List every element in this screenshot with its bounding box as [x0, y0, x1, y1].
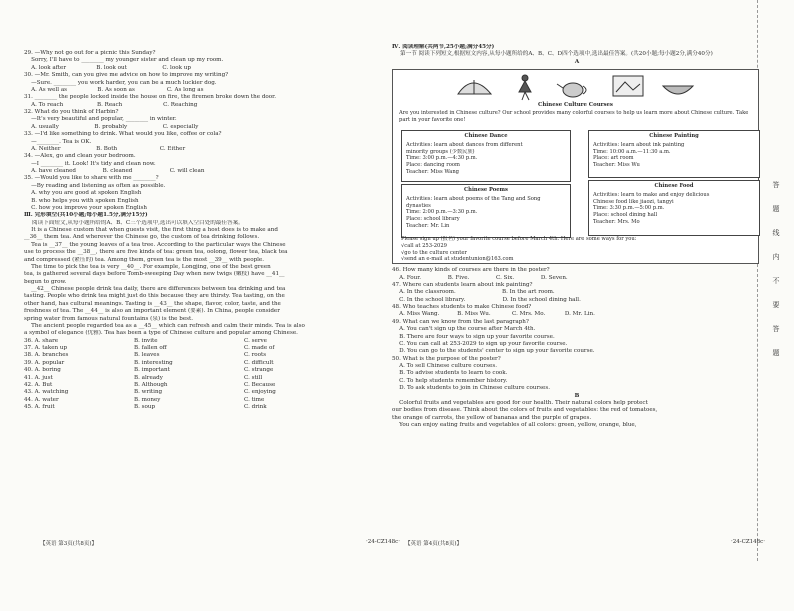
- mcq-block: [24, 50, 394, 212]
- option-text: 37. A. taken up: [24, 345, 68, 351]
- question-line: A. why you are good at spoken English: [24, 190, 142, 197]
- binding-char: 题: [772, 349, 780, 357]
- binding-char: 答: [772, 325, 780, 333]
- question-line: A. To sell Chinese culture courses.: [392, 363, 497, 369]
- option-row: [24, 404, 394, 411]
- question-line: 29. —Why not go out for a picnic this Sunday?: [24, 50, 156, 56]
- question-line: A. have cleaned B. cleaned C. will clean: [24, 168, 205, 174]
- food-title: Chinese Food: [654, 183, 694, 190]
- option-text: C. enjoying: [244, 389, 276, 396]
- option-text: B. fallen off: [134, 345, 167, 351]
- question-line: 33. —I'd like something to drink. What would you like, coffee or cola?: [24, 131, 222, 138]
- option-text: B. writing: [134, 389, 163, 396]
- binding-char: 线: [772, 229, 780, 237]
- passage-line: freshness of tea. The __44__ is also an important element (要素). In China, people consider: [24, 308, 280, 315]
- question-line: D. You can go to the students' center to sign up your favorite course.: [392, 348, 595, 355]
- right-footer: [405, 539, 765, 547]
- cloze-section-title: Ⅲ. 完形填空(共10小题;每小题1.5分,满分15分): [24, 212, 148, 219]
- option-text: 36. A. share: [24, 337, 59, 344]
- course-detail: dynasties: [406, 202, 431, 209]
- option-text: C. serve: [244, 337, 267, 344]
- passage-line: The time to pick the tea is very __40__. For example, Longjing, one of the best green: [24, 263, 271, 270]
- binding-char: 不: [772, 277, 780, 285]
- option-text: B. Although: [134, 381, 168, 388]
- question-line: A. In the classroom. B. In the art room.: [392, 289, 555, 296]
- passage-line: Tea is __37__ the young leaves of a tea tree. According to the particular ways the Chinese: [24, 241, 286, 248]
- question-line: 49. What can we know from the last paragraph?: [392, 318, 529, 325]
- food-details: [593, 192, 755, 226]
- signup-info: [401, 236, 756, 263]
- teapot-icon: [557, 83, 586, 97]
- question-line: A. Miss Wang. B. Miss Wu. C. Mrs. Mo. D. Mr. Lin.: [392, 311, 595, 318]
- passage-line: __42__ Chinese people drink tea daily, there are differences between tea drinking and tea: [24, 286, 286, 292]
- question-line: B. There are four ways to sign up your favorite course.: [392, 333, 555, 340]
- question-line: C. how you improve your spoken English: [24, 204, 147, 211]
- passage-a-label: A: [574, 58, 580, 65]
- passage-line: tea, is gathered several days before Tomb-sweeping Day when new twigs (嫩枝) have __41__: [24, 271, 285, 278]
- cloze-section-intro: 阅读下面短文,从每小题所给的A、B、C三个选项中,选出可以填入空白处的最佳答案。: [32, 219, 244, 226]
- option-text: B. invite: [134, 337, 158, 344]
- passage-line: begun to grow.: [24, 278, 67, 285]
- fan-icon: [458, 80, 491, 94]
- passage-line: the orange of carrots, the yellow of bananas and the purple of grapes.: [392, 414, 592, 421]
- reading-section-intro: 第一节 阅读下列短文,根据短文内容,从每小题所给的A、B、C、D四个选项中,选出最佳答案。(共20小题;每小题2分,满分40分): [400, 51, 713, 58]
- food-box: [588, 180, 760, 236]
- option-text: 41. A. just: [24, 374, 53, 381]
- course-detail: Activities: learn about ink painting: [593, 141, 685, 148]
- question-line: D. To ask students to join in Chinese culture courses.: [392, 385, 551, 392]
- option-text: C. made of: [244, 345, 275, 351]
- cloze-passage: [24, 227, 394, 338]
- question-line: 31. ________ the people locked inside the house on fire, the firemen broke down the door.: [24, 94, 277, 101]
- painting-box: [588, 130, 760, 178]
- option-row: [24, 345, 394, 352]
- question-line: —I ________ it. Look! It's tidy and clean now.: [24, 160, 156, 167]
- option-text: C. difficult: [244, 359, 274, 366]
- passage-line: a symbol of elegance (优雅). Tea has been a type of Chinese culture and popular among Chinese.: [24, 330, 298, 337]
- question-line: 48. Who teaches students to make Chinese food?: [392, 304, 532, 310]
- course-detail: Teacher: Miss Wu: [593, 162, 640, 169]
- question-line: A. To reach B. Reach C. Reaching: [24, 101, 198, 108]
- option-text: C. still: [244, 374, 263, 381]
- question-line: 32. What do you think of Harbin?: [24, 109, 119, 115]
- painting-title: Chinese Painting: [649, 133, 699, 140]
- passage-b-label: B: [574, 392, 580, 399]
- question-line: —________. Tea is OK.: [24, 138, 92, 145]
- course-detail: Activities: learn about poems of the Tang and Song: [406, 195, 541, 202]
- poems-details: [406, 196, 566, 230]
- left-footer: [40, 539, 400, 547]
- question-line: A. look after B. look out C. look up: [24, 64, 191, 71]
- option-text: 44. A. water: [24, 396, 59, 403]
- poster-illustrations: [453, 72, 703, 102]
- option-text: C. roots: [244, 352, 267, 359]
- passage-line: It is a Chinese custom that when guests visit, the first thing a host does is to make and: [24, 227, 278, 233]
- option-row: [24, 397, 394, 404]
- question-line: 46. How many kinds of courses are there in the poster?: [392, 267, 550, 274]
- passage-line: use to process the __38__, there are five kinds of tea: green tea, oolong, flower tea, black tea: [24, 249, 288, 256]
- question-line: A. Neither B. Both C. Either: [24, 145, 186, 152]
- course-detail: Chinese food like jiaozi, tangyi: [593, 198, 674, 205]
- course-detail: Place: dancing room: [406, 162, 460, 169]
- signup-line: √call at 253-2029: [401, 242, 447, 249]
- question-line: B. who helps you with spoken English: [24, 197, 139, 204]
- left-page: [24, 50, 394, 611]
- option-text: C. time: [244, 396, 265, 403]
- bowl-icon: [663, 86, 693, 94]
- question-line: 50. What is the purpose of the poster?: [392, 355, 501, 362]
- passage-b: [392, 400, 762, 430]
- option-text: B. soup: [134, 404, 156, 410]
- option-text: 43. A. watching: [24, 389, 69, 396]
- reading-questions: [392, 267, 762, 392]
- poems-box: [401, 184, 571, 238]
- binding-char: 题: [772, 205, 780, 213]
- option-row: [24, 352, 394, 359]
- binding-char: 内: [772, 253, 780, 261]
- signup-line: √send an e-mail at studentunion@163.com: [401, 256, 514, 263]
- course-detail: Activities: learn to make and enjoy delicious: [593, 191, 710, 198]
- dance-title: Chinese Dance: [464, 133, 508, 140]
- poems-title: Chinese Poems: [464, 187, 508, 194]
- right-page: [392, 44, 762, 605]
- option-text: B. leaves: [134, 352, 160, 359]
- option-text: 38. A. branches: [24, 352, 69, 359]
- question-line: —By reading and listening as often as possible.: [24, 182, 166, 189]
- passage-line: The ancient people regarded tea as a __45__ which can refresh and calm their minds. Tea is also: [24, 322, 305, 329]
- option-text: 39. A. popular: [24, 359, 65, 366]
- passage-line: Colorful fruits and vegetables are good for our health. Their natural colors help protect: [392, 399, 648, 406]
- question-line: A. Four. B. Five. C. Six. D. Seven.: [392, 274, 568, 281]
- course-detail: Time: 2:00 p.m.—3:30 p.m.: [406, 209, 478, 216]
- question-line: C. To help students remember history.: [392, 377, 508, 384]
- question-line: 47. Where can students learn about ink painting?: [392, 281, 533, 288]
- question-line: Sorry, I'll have to ________ my younger sister and clean up my room.: [24, 57, 224, 64]
- left-footer-page: 【英语 第3页(共8页)】: [40, 541, 98, 547]
- binding-notice: [766, 180, 786, 372]
- binding-char: 要: [772, 301, 780, 309]
- question-line: —It's very beautiful and popular, ________ in winter.: [24, 116, 177, 123]
- option-text: C. strange: [244, 367, 274, 374]
- option-row: [24, 338, 394, 345]
- course-detail: Activities: learn about dances from different: [406, 141, 523, 148]
- course-detail: Teacher: Miss Wang: [406, 168, 459, 175]
- reading-section-title: Ⅳ. 阅读理解(共两节,25小题;满分45分): [392, 44, 495, 50]
- course-poster: [392, 69, 759, 264]
- dance-box: [401, 130, 571, 182]
- option-text: C. drink: [244, 404, 267, 410]
- question-line: 35. —Would you like to share with me ________?: [24, 175, 159, 182]
- poster-title: Chinese Culture Courses: [538, 102, 613, 109]
- dance-details: [406, 142, 566, 176]
- course-detail: Teacher: Mr. Lin: [406, 222, 450, 229]
- option-text: 42. A. But: [24, 381, 53, 388]
- course-detail: Time: 10:00 a.m.—11:30 a.m.: [593, 148, 671, 155]
- passage-line: our bodies from disease. Think about the colors of fruits and vegetables: the red of tomatoes,: [392, 407, 658, 414]
- signup-line: √go to the culture center: [401, 249, 467, 256]
- dancer-icon: [519, 75, 531, 100]
- course-detail: Place: school dining hall: [593, 212, 658, 219]
- question-line: 30. —Mr. Smith, can you give me advice on how to improve my writing?: [24, 72, 229, 79]
- question-line: A. You can't sign up the course after March 4th.: [392, 326, 536, 333]
- passage-line: and compressed (紧压的) tea. Among them, green tea is the most __39__ with people.: [24, 256, 265, 263]
- option-text: C. Because: [244, 381, 276, 388]
- painting-details: [593, 142, 755, 169]
- signup-line: Please sign up (报名) your favorite course before March 4th. Here are some ways for you:: [401, 236, 637, 243]
- question-line: A. As well as B. As soon as C. As long as: [24, 86, 204, 93]
- passage-line: __36__ them tea. And wherever the Chinese go, the custom of tea drinking follows.: [24, 234, 260, 241]
- passage-line: other hand, has cultural meanings. Tasting is __43__ the shape, flavor, color, taste, and the: [24, 300, 281, 307]
- painting-icon: [613, 76, 643, 96]
- option-row: [24, 360, 394, 367]
- option-text: B. important: [134, 367, 170, 374]
- passage-line: spring water from famous natural fountains (泉) is the best.: [24, 315, 194, 322]
- option-text: B. interesting: [134, 359, 173, 366]
- course-detail: Place: art room: [593, 155, 634, 162]
- option-text: B. already: [134, 374, 163, 381]
- option-row: [24, 389, 394, 396]
- passage-line: tasting. People who drink tea might just do this because they are thirsty. Tea tasting, on the: [24, 293, 285, 300]
- binding-char: 答: [772, 181, 780, 189]
- question-line: —Sure. ________ you work harder, you can be a much luckier dog.: [24, 79, 217, 86]
- option-text: 45. A. fruit: [24, 404, 55, 410]
- course-detail: Place: school library: [406, 216, 460, 223]
- option-text: B. money: [134, 396, 161, 403]
- left-footer-code: ·24-CZ148c·: [366, 539, 400, 545]
- course-detail: Time: 3:30 p.m.—5:00 p.m.: [593, 205, 665, 212]
- question-line: A. usually B. probably C. especially: [24, 123, 199, 130]
- course-detail: Teacher: Mrs. Mo: [593, 218, 640, 225]
- course-detail: Time: 3:00 p.m.—4:30 p.m.: [406, 155, 478, 162]
- course-detail: minority groups (少数民族): [406, 148, 475, 155]
- option-text: 40. A. boring: [24, 367, 61, 374]
- option-row: [24, 382, 394, 389]
- right-footer-page: 【英语 第4页(共8页)】: [405, 541, 463, 547]
- question-line: 34. —Alex, go and clean your bedroom.: [24, 153, 136, 160]
- option-row: [24, 367, 394, 374]
- cloze-options: [24, 338, 394, 412]
- option-row: [24, 375, 394, 382]
- question-line: B. To advise students to learn to cook.: [392, 370, 508, 377]
- question-line: C. You can call at 253-2029 to sign up your favorite course.: [392, 340, 568, 347]
- passage-line: You can enjoy eating fruits and vegetables of all colors: green, yellow, orange, blue,: [392, 422, 637, 428]
- right-footer-code: ·24-CZ148c·: [731, 539, 765, 545]
- question-line: C. In the school library. D. In the school dining hall.: [392, 296, 581, 303]
- poster-intro: Are you interested in Chinese culture? Our school provides many colorful courses to help us learn more about Chinese culture. Take part in your favorite one!: [399, 110, 749, 124]
